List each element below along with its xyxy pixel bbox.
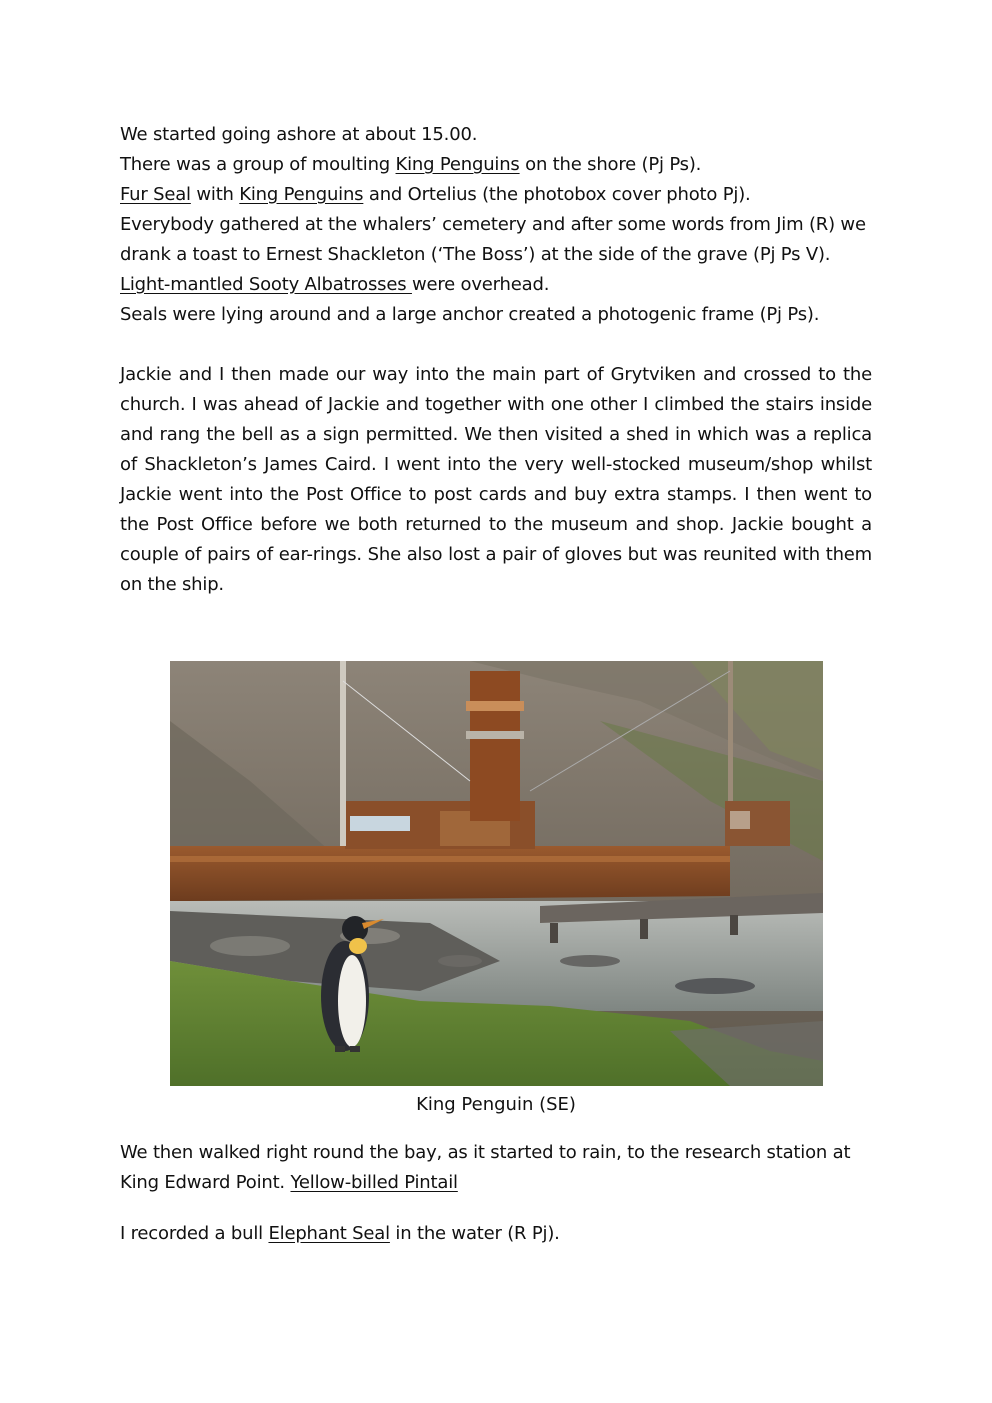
spacer <box>120 1198 872 1219</box>
paragraph-grytviken: Jackie and I then made our way into the main part of Grytviken and crossed to the church. I was ahead of Jackie and together with one other I climbed the stairs inside and rang the bell as a sign permitted. We then visited a shed in which was a replica of Shackleton’s James Caird. I went into the very well-stocked museum/shop whilst Jackie went into the Post Office to post cards and buy extra stamps. I then went to the Post Office before we both returned to the museum and shop. Jackie bought a couple of pairs of ear-rings. She also lost a pair of gloves but was reunited with them on the ship. <box>120 364 872 595</box>
text-span: I recorded a bull <box>120 1223 269 1244</box>
link-sooty-albatrosses[interactable]: Light-mantled Sooty Albatrosses <box>120 274 412 295</box>
text-span: and Ortelius (the photobox cover photo Pj). <box>363 184 751 205</box>
link-yellow-billed-pintail[interactable]: Yellow-billed Pintail <box>290 1172 458 1193</box>
intro-line-5 <box>120 270 872 300</box>
link-king-penguins-2[interactable]: King Penguins <box>239 184 364 205</box>
spacer <box>120 330 872 360</box>
text-span: in the water (R Pj). <box>389 1223 560 1244</box>
text-span: We then walked right round the bay, as it started to rain, to the research station at King Edward Point. <box>120 1142 851 1193</box>
text-span: were overhead. <box>411 274 550 295</box>
link-elephant-seal[interactable]: Elephant Seal <box>268 1223 390 1244</box>
intro-line-6: Seals were lying around and a large anchor created a photogenic frame (Pj Ps). <box>120 304 820 325</box>
paragraph-bay-walk <box>120 1138 872 1198</box>
text-body <box>120 120 872 600</box>
intro-line-2 <box>120 150 872 180</box>
photo-illustration <box>170 661 823 1086</box>
link-fur-seal[interactable]: Fur Seal <box>120 184 191 205</box>
intro-line-3 <box>120 180 872 210</box>
text-body-continued <box>120 1138 872 1249</box>
text-span: on the shore (Pj Ps). <box>519 154 702 175</box>
intro-line-1: We started going ashore at about 15.00. <box>120 124 478 145</box>
text-span: There was a group of moulting <box>120 154 396 175</box>
intro-line-4: Everybody gathered at the whalers’ cemetery and after some words from Jim (R) we drank a toast to Ernest Shackleton (‘The Boss’) at the side of the grave (Pj Ps V). <box>120 214 866 265</box>
link-king-penguins[interactable]: King Penguins <box>395 154 520 175</box>
photo-king-penguin-shipwreck <box>170 661 823 1086</box>
text-span: with <box>190 184 240 205</box>
photo-caption: King Penguin (SE) <box>416 1094 576 1115</box>
paragraph-elephant-seal <box>120 1219 872 1249</box>
